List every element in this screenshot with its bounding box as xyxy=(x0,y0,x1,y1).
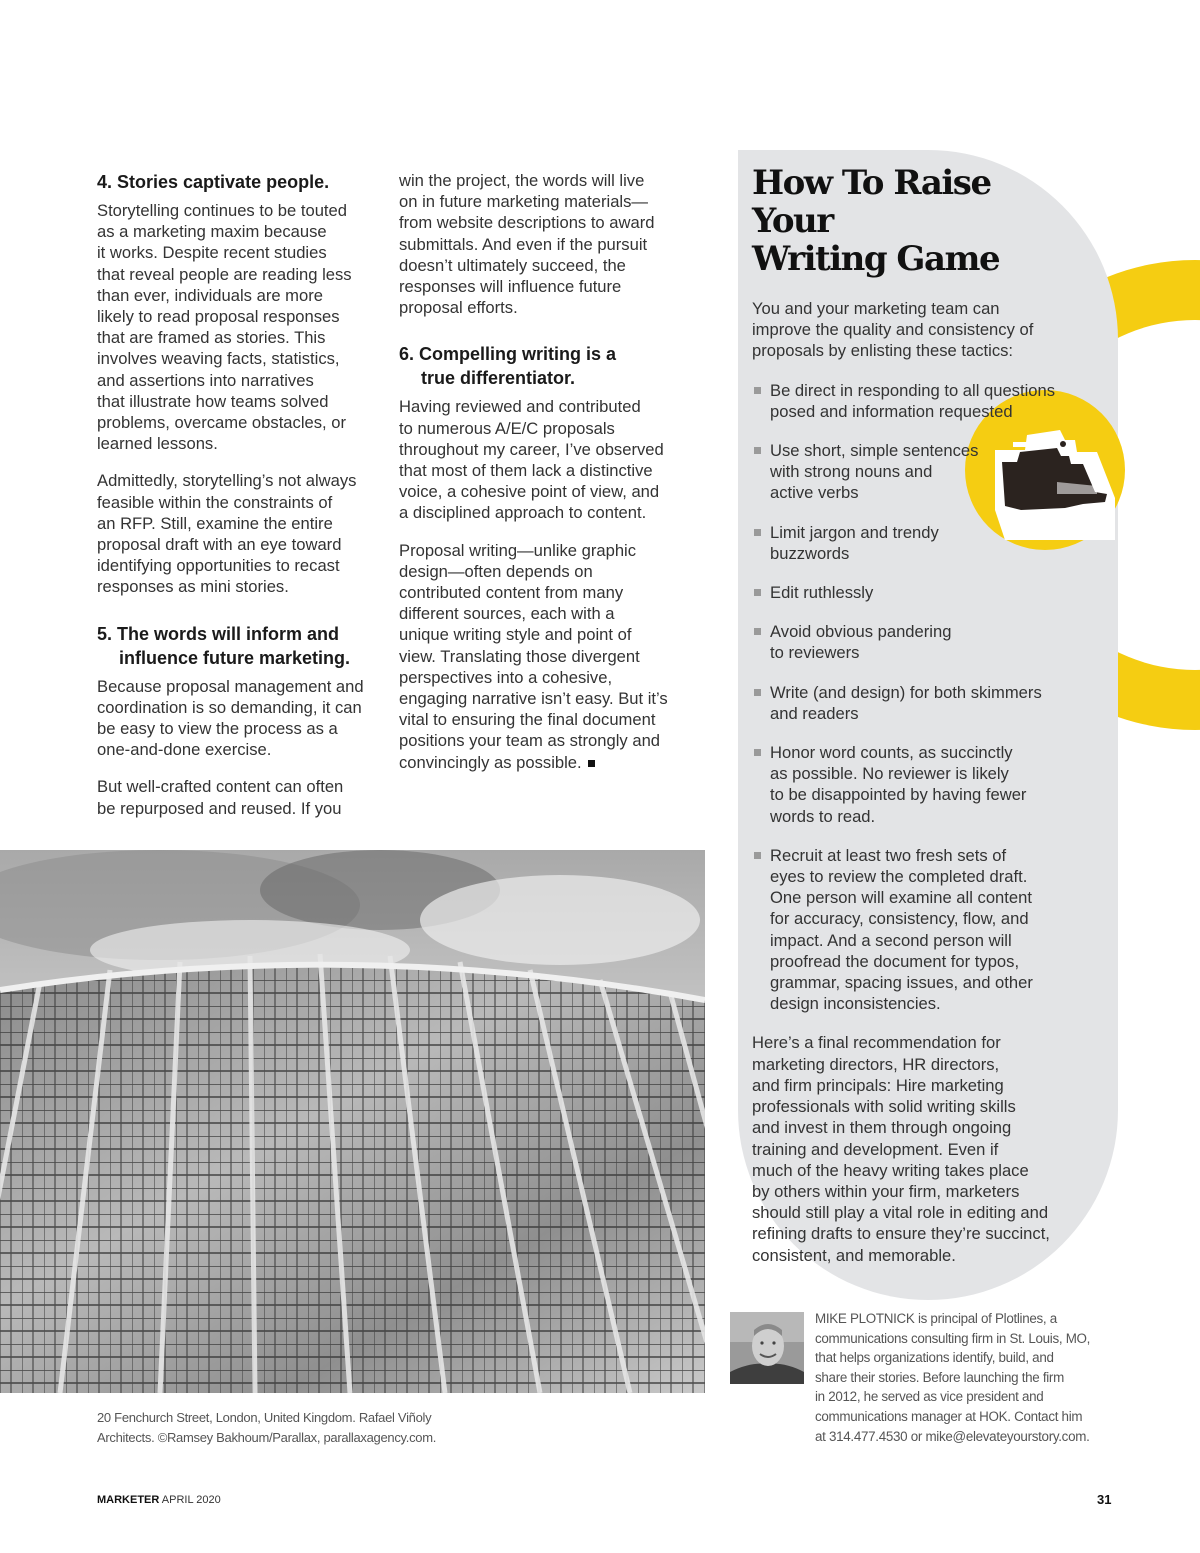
bullet-icon xyxy=(754,628,761,635)
footer-publication xyxy=(97,1494,221,1506)
list-item: Use short, simple sentences with strong nouns and active verbs xyxy=(752,440,1077,504)
list-item: Avoid obvious pandering to reviewers xyxy=(752,621,1077,663)
paragraph xyxy=(399,540,684,773)
paragraph: Having reviewed and contributed to numerous A/E/C proposals throughout my career, I’ve observed that most of them lack a distinctive voice, a cohesive point of view, and a disciplined approach to content. xyxy=(399,397,664,523)
tips-sidebar xyxy=(752,160,1077,1266)
article-column-1 xyxy=(97,170,382,835)
issue-date: APRIL 2020 xyxy=(161,1494,221,1506)
paragraph-text: Proposal writing—unlike graphic design—often depends on contributed content from many different sources, each with a unique writing style and point of view. Translating those divergent perspectives into a cohesive, engaging narrative isn’t easy. But it’s vital to ensuring the final document positions your team as strongly and convincingly as possible. xyxy=(399,540,668,772)
list-item: Honor word counts, as succinctly as possible. No reviewer is likely to be disappointed by having fewer words to read. xyxy=(752,742,1077,827)
photo-caption: 20 Fenchurch Street, London, United Kingdom. Rafael Viñoly Architects. ©Ramsey Bakhoum/Parallax, parallaxagency.com. xyxy=(97,1410,437,1445)
bullet-icon xyxy=(754,387,761,394)
bullet-icon xyxy=(754,529,761,536)
paragraph: win the project, the words will live on in future marketing materials— from website descriptions to award submittals. And even if the pursuit doesn’t ultimately succeed, the responses will influence future proposal efforts. xyxy=(399,171,655,318)
author-headshot xyxy=(730,1312,804,1384)
sidebar-final-recommendation: Here’s a final recommendation for marketing directors, HR directors, and firm principals: Hire marketing professionals with solid writing skills and invest in them through ongoing training and development. Even if much of the heavy writing takes place by others within your firm, marketers should still play a vital role in editing and refining drafts to ensure they’re succinct, consistent, and memorable. xyxy=(752,1033,1050,1265)
tips-list xyxy=(752,380,1077,1015)
paragraph: Storytelling continues to be touted as a marketing maxim because it works. Despite recent studies that reveal people are reading less than ever, individuals are more likely to read proposal responses that are framed as stories. This involves weaving facts, statistics, and assertions into narratives that illustrate how teams solved problems, overcame obstacles, or learned lessons. xyxy=(97,201,352,454)
list-item: Edit ruthlessly xyxy=(752,582,1077,603)
paragraph: Admittedly, storytelling’s not always feasible within the constraints of an RFP. Still, examine the entire proposal draft with an eye toward identifying opportunities to recast responses as mini stories. xyxy=(97,471,357,597)
section-heading-5: 5. The words will inform and influence future marketing. xyxy=(97,623,351,668)
list-item: Write (and design) for both skimmers and readers xyxy=(752,682,1077,724)
article-column-2 xyxy=(399,170,684,789)
section-heading-6: 6. Compelling writing is a true differentiator. xyxy=(399,344,617,389)
paragraph: Because proposal management and coordination is so demanding, it can be easy to view the process as a one-and-done exercise. xyxy=(97,676,364,760)
end-mark-icon xyxy=(588,760,595,767)
sidebar-intro: You and your marketing team can improve the quality and consistency of proposals by enlisting these tactics: xyxy=(752,299,1034,361)
bullet-icon xyxy=(754,749,761,756)
list-item: Recruit at least two fresh sets of eyes to review the completed draft. One person will examine all content for accuracy, consistency, flow, and impact. And a second person will proofread the document for typos, grammar, spacing issues, and other design inconsistencies. xyxy=(752,845,1077,1015)
page-number: 31 xyxy=(1097,1492,1112,1507)
paragraph: But well-crafted content can often be repurposed and reused. If you xyxy=(97,777,344,818)
building-photo xyxy=(0,850,705,1393)
author-bio: MIKE PLOTNICK is principal of Plotlines, a communications consulting firm in St. Louis, MO, that helps organizations identify, build, and share their stories. Before launching the firm in 2012, he served as vice president and communications manager at HOK. Contact him at 314.477.4530 or mike@elevateyourstory.com. xyxy=(815,1311,1091,1444)
sidebar-title: How To Raise Your Writing Game xyxy=(752,163,1000,279)
bullet-icon xyxy=(754,689,761,696)
list-item: Be direct in responding to all questions posed and information requested xyxy=(752,380,1077,422)
bullet-icon xyxy=(754,447,761,454)
bullet-icon xyxy=(754,852,761,859)
magazine-name: MARKETER xyxy=(97,1494,160,1506)
list-item: Limit jargon and trendy buzzwords xyxy=(752,522,1077,564)
section-heading-4: 4. Stories captivate people. xyxy=(97,172,330,192)
bullet-icon xyxy=(754,589,761,596)
